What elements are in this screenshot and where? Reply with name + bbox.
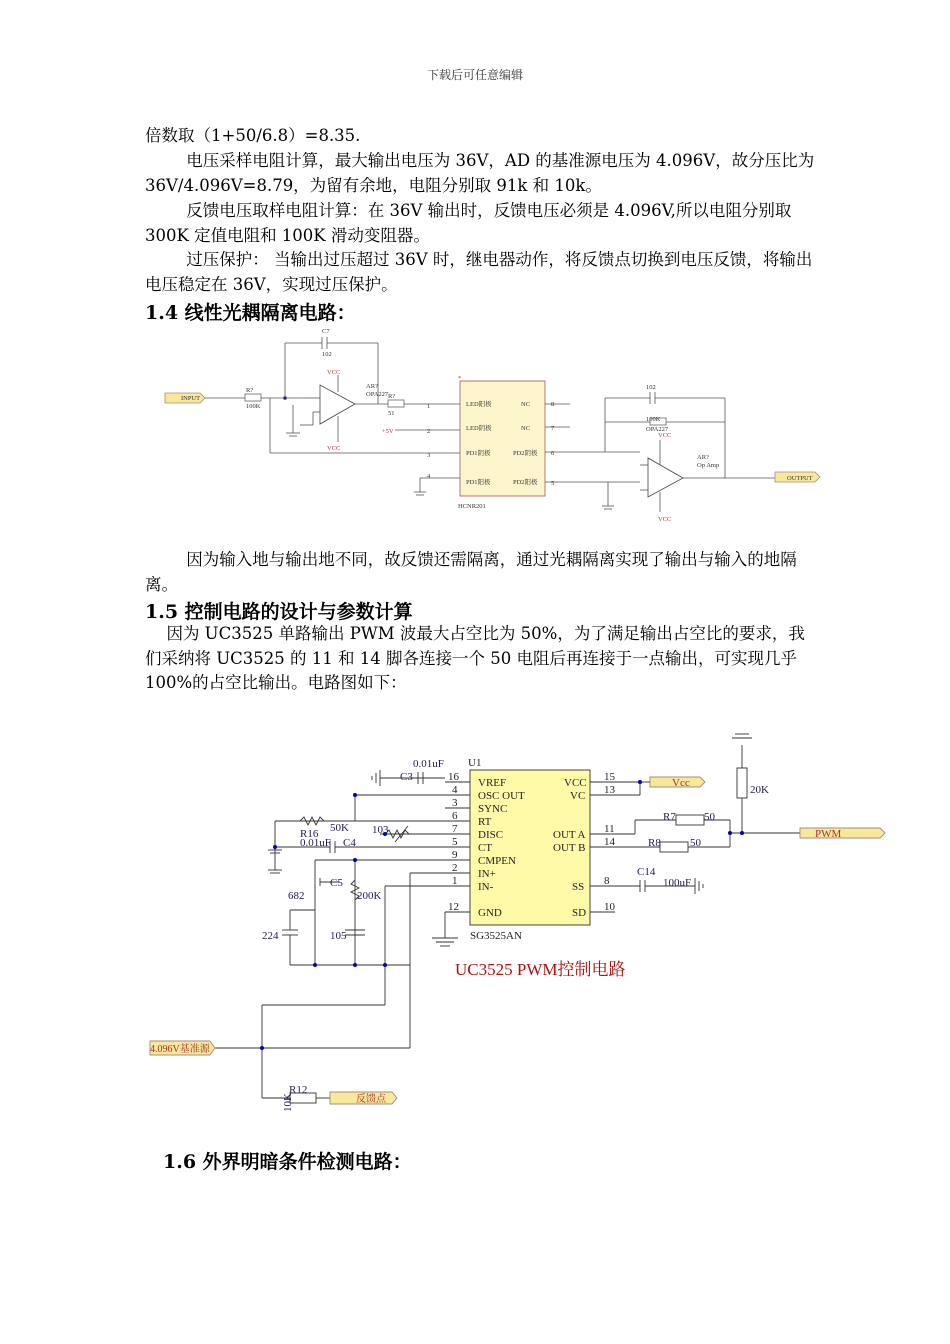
opa-label: OPA227: [366, 391, 389, 398]
ic-part-label: SG3525AN: [470, 930, 522, 942]
pin-8: 8: [551, 401, 555, 408]
pd1-cathode: PD1阴极: [466, 450, 491, 457]
pin-num-15: 15: [604, 771, 615, 783]
pin-3: 3: [427, 452, 431, 459]
pin-sync: SYNC: [478, 803, 508, 815]
pin-6: 6: [551, 450, 555, 457]
pin-vref: VREF: [478, 777, 507, 789]
output-label: OUTPUT: [787, 475, 813, 482]
pin-ss: SS: [572, 881, 585, 893]
opamp-label: Op Amp: [697, 462, 720, 469]
r7-value: 50: [704, 811, 715, 823]
pin-osc-out: OSC OUT: [478, 790, 525, 802]
r16-value: 50K: [330, 822, 349, 834]
pin-num-9: 9: [452, 849, 458, 861]
ar2-label: AR?: [697, 454, 709, 461]
pin-num-6: 6: [452, 810, 458, 822]
pin-sd: SD: [572, 907, 587, 919]
pin-gnd: GND: [478, 907, 502, 919]
r-in-value: 100K: [246, 403, 261, 410]
paragraph-gain: 倍数取（1+50/6.8）=8.35.: [145, 126, 361, 145]
cout-value: 102: [646, 384, 656, 391]
pin-num-7: 7: [452, 823, 458, 835]
pin-num-10: 10: [604, 901, 615, 913]
ar-label: AR?: [366, 383, 378, 390]
r2-label: R?: [388, 393, 396, 400]
pin-4: 4: [427, 473, 431, 480]
pin-in-plus: IN+: [478, 868, 496, 880]
r12-value: 10K: [282, 1093, 294, 1112]
hcnr-label: HCNR201: [458, 503, 486, 510]
pin-num-12: 12: [448, 901, 459, 913]
r-in-label: R?: [246, 387, 254, 394]
star-mark: *: [458, 375, 462, 382]
pin-num-16: 16: [448, 771, 459, 783]
c4-value: 0.01uF: [300, 837, 331, 849]
c7-label: C7: [322, 328, 330, 335]
r103-label: 103: [372, 824, 389, 836]
pin-2: 2: [427, 428, 431, 435]
heading-1-6: 1.6 外界明暗条件检测电路：: [163, 1151, 412, 1173]
led-cathode: LED阴极: [466, 425, 492, 432]
r20k-label: 20K: [750, 784, 769, 796]
c14-value: 100uF: [663, 877, 692, 889]
pin-1: 1: [427, 403, 431, 410]
vcc-label-top: VCC: [327, 369, 341, 376]
page-header: 下载后可任意编辑: [426, 68, 523, 82]
nc-1: NC: [521, 401, 531, 408]
cap-105: 105: [330, 930, 347, 942]
c3-value: 0.01uF: [413, 758, 444, 770]
u1-label: U1: [468, 757, 482, 769]
pin-out-a: OUT A: [553, 829, 586, 841]
pin-vcc: VCC: [564, 777, 587, 789]
pin-5: 5: [551, 480, 555, 487]
heading-1-5: 1.5 控制电路的设计与参数计算: [145, 601, 413, 623]
nc-2: NC: [521, 425, 531, 432]
pin-num-1: 1: [452, 875, 458, 887]
pin-ct: CT: [478, 842, 493, 854]
pin-num-11: 11: [604, 823, 615, 835]
pwm-circuit-title: UC3525 PWM控制电路: [455, 960, 626, 979]
r8-value: 50: [690, 837, 701, 849]
input-label: INPUT: [181, 395, 201, 402]
paragraph-feedback-sampling: 反馈电压取样电阻计算：在 36V 输出时，反馈电压必须是 4.096V,所以电阻分别取 300K 定值电阻和 100K 滑动变阻器。: [145, 201, 792, 245]
vcc2-top: VCC: [658, 432, 672, 439]
paragraph-control: 因为 UC3525 单路输出 PWM 波最大占空比为 50%，为了满足输出占空比的要求，我们采纳将 UC3525 的 11 和 14 脚各连接一个 50 电阻后再连接于一点输出，可实现几乎 100%的占空比输出。电路图如下：: [145, 624, 805, 692]
pin-7: 7: [551, 425, 555, 432]
pd1-anode: PD1阳极: [466, 479, 491, 486]
pd2-anode: PD2阳极: [513, 479, 538, 486]
c5-value: 200K: [357, 890, 382, 902]
r12-label: R12: [289, 1084, 308, 1096]
heading-1-4: 1.4 线性光耦隔离电路：: [145, 302, 356, 324]
vcc2-bottom: VCC: [658, 516, 672, 523]
rout-value: 100K: [646, 416, 661, 423]
c4-label: C4: [343, 837, 356, 849]
r2-value: 51: [388, 410, 395, 417]
c14-label: C14: [637, 866, 656, 878]
pin-in-minus: IN-: [478, 881, 494, 893]
opa2-label: OPA227: [646, 426, 669, 433]
vcc-label-bottom: VCC: [327, 445, 341, 452]
ref-tag-label: 4.096V基准源: [150, 1044, 210, 1055]
pin-num-5: 5: [452, 836, 458, 848]
paragraph-voltage-sampling: 电压采样电阻计算，最大输出电压为 36V，AD 的基准源电压为 4.096V，故分压比为 36V/4.096V=8.79，为留有余地，电阻分别取 91k 和 10k。: [145, 151, 815, 195]
pin-num-13: 13: [604, 784, 615, 796]
pd2-cathode: PD2阴极: [513, 450, 538, 457]
cap-682: 682: [288, 890, 305, 902]
r16-label: R16: [300, 828, 319, 840]
pin-num-4: 4: [452, 784, 458, 796]
paragraph-isolation: 因为输入地与输出地不同，故反馈还需隔离，通过光耦隔离实现了输出与输入的地隔离。: [145, 550, 797, 594]
pin-cmpen: CMPEN: [478, 855, 516, 867]
r8-label: R8: [648, 837, 661, 849]
c5-label: C5: [330, 877, 343, 889]
pwm-tag-label: PWM: [815, 828, 842, 840]
c7-value: 102: [322, 351, 332, 358]
r7-label: R7: [663, 811, 676, 823]
pin-num-3: 3: [452, 797, 458, 809]
pin-vc: VC: [570, 790, 586, 802]
pin-rt: RT: [478, 816, 492, 828]
pin-num-8: 8: [604, 875, 610, 887]
pin-out-b: OUT B: [553, 842, 586, 854]
paragraph-overvoltage: 过压保护： 当输出过压超过 36V 时，继电器动作，将反馈点切换到电压反馈，将输出电压稳定在 36V，实现过压保护。: [145, 250, 813, 294]
pin-disc: DISC: [478, 829, 504, 841]
pin-num-2: 2: [452, 862, 458, 874]
led-anode: LED阳极: [466, 401, 492, 408]
vcc-tag-label: Vcc: [672, 777, 690, 789]
p5v-label: +5V: [382, 428, 394, 435]
cap-224: 224: [262, 930, 279, 942]
c3-label: C3: [400, 771, 413, 783]
feedback-tag-label: 反馈点: [356, 1094, 386, 1105]
pin-num-14: 14: [604, 836, 615, 848]
